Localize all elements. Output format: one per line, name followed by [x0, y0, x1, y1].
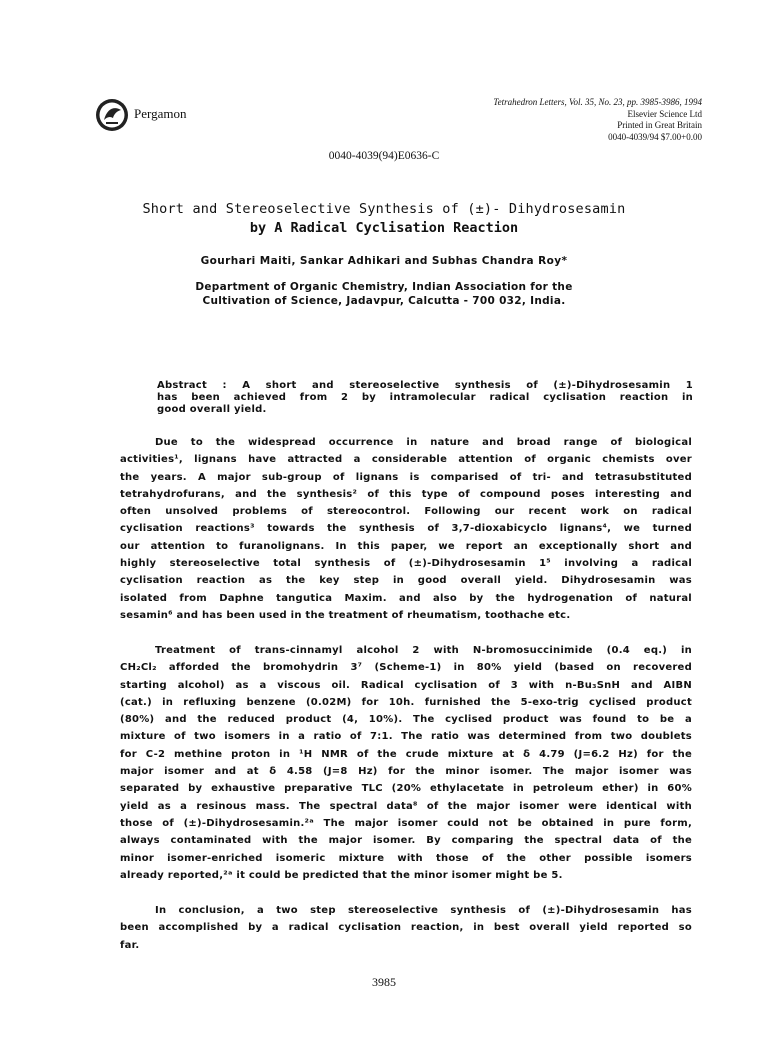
- pergamon-logo: [95, 98, 129, 132]
- journal-info: [493, 97, 702, 143]
- doi: 0040-4039(94)E0636-C: [328, 150, 440, 162]
- abstract-line: has been achieved from 2 by intramolecular radical cyclisation reaction in: [157, 392, 693, 403]
- text-line: far.: [120, 939, 140, 951]
- title-line-2: by A Radical Cyclisation Reaction: [249, 220, 519, 236]
- publisher-name: Pergamon: [134, 106, 187, 121]
- journal-publisher: Elsevier Science Ltd: [627, 108, 702, 119]
- abstract-line: good overall yield.: [157, 404, 267, 415]
- text-line: been accomplished by a radical cyclisation reaction, in best overall yield reported so: [120, 922, 692, 934]
- paper-title: [0, 200, 768, 238]
- journal-citation: Tetrahedron Letters, Vol. 35, No. 23, pp. 3985-3986, 1994: [493, 97, 702, 107]
- text-line: CH₂Cl₂ afforded the bromohydrin 3⁷ (Scheme-1) in 80% yield (based on recovered: [120, 662, 692, 674]
- text-line: highly stereoselective total synthesis of (±)-Dihydrosesamin 1⁵ involving a radical: [120, 558, 692, 570]
- affiliation-line: Department of Organic Chemistry, Indian Association for the: [195, 281, 573, 293]
- text-line: for C-2 methine proton in ¹H NMR of the crude mixture at δ 4.79 (J=6.2 Hz) for the: [120, 748, 692, 760]
- text-line: the years. A major sub-group of lignans is comparised of tri- and tetrasubstituted: [120, 471, 692, 483]
- text-line: isolated from Daphne tangutica Maxim. and also by the hydrogenation of natural: [120, 592, 692, 604]
- text-line: cyclisation reactions³ towards the synthesis of 3,7-dioxabicyclo lignans⁴, we turned: [120, 523, 692, 535]
- text-line: mixture of two isomers in a ratio of 7:1. The ratio was determined from two doublets: [120, 731, 692, 743]
- text-line: major isomer and at δ 4.58 (J=8 Hz) for the minor isomer. The major isomer was: [120, 766, 692, 778]
- text-line: those of (±)-Dihydrosesamin.²ᵃ The major isomer could not be obtained in pure form,: [120, 817, 692, 829]
- text-line: sesamin⁶ and has been used in the treatment of rheumatism, toothache etc.: [120, 609, 571, 621]
- text-line: minor isomer-enriched isomeric mixture with those of the other possible isomers: [120, 852, 692, 864]
- title-line-1: Short and Stereoselective Synthesis of (±)- Dihydrosesamin: [142, 201, 626, 217]
- affiliation-line: Cultivation of Science, Jadavpur, Calcutta - 700 032, India.: [202, 295, 566, 307]
- text-line: In conclusion, a two step stereoselective synthesis of (±)-Dihydrosesamin has: [155, 905, 692, 916]
- text-line: our attention to furanolignans. In this paper, we report an exceptionally short and: [120, 540, 692, 552]
- text-line: cyclisation reaction as the key step in good overall yield. Dihydrosesamin was: [120, 575, 692, 587]
- body-paragraph-2: [120, 642, 692, 884]
- text-line: often unsolved problems of stereocontrol. Following our recent work on radical: [120, 506, 692, 518]
- text-line: starting alcohol) as a viscous oil. Radical cyclisation of 3 with n-Bu₃SnH and AIBN: [120, 679, 692, 691]
- authors: Gourhari Maiti, Sankar Adhikari and Subhas Chandra Roy*: [200, 255, 568, 267]
- text-line: Treatment of trans-cinnamyl alcohol 2 with N-bromosuccinimide (0.4 eq.) in: [155, 645, 692, 656]
- journal-printed: Printed in Great Britain: [617, 120, 702, 130]
- body-paragraph-3: [120, 902, 692, 954]
- text-line: already reported,²ᵃ it could be predicted that the minor isomer might be 5.: [120, 869, 563, 881]
- text-line: tetrahydrofurans, and the synthesis² of this type of compound poses interesting and: [120, 488, 692, 500]
- affiliation: [0, 280, 768, 308]
- abstract-line: Abstract : A short and stereoselective synthesis of (±)-Dihydrosesamin 1: [157, 380, 693, 391]
- text-line: Due to the widespread occurrence in nature and broad range of biological: [155, 437, 692, 448]
- text-line: (cat.) in refluxing benzene (0.02M) for 10h. furnished the 5-exo-trig cyclised product: [120, 696, 692, 708]
- text-line: always contaminated with the major isomer. By comparing the spectral data of the: [120, 835, 692, 847]
- body-paragraph-1: [120, 434, 692, 624]
- text-line: separated by exhaustive preparative TLC (20% ethylacetate in petroleum ether) in 60%: [120, 783, 692, 795]
- text-line: yield as a resinous mass. The spectral data⁸ of the major isomer were identical with: [120, 800, 692, 812]
- journal-code: 0040-4039/94 $7.00+0.00: [608, 131, 702, 142]
- text-line: activities¹, lignans have attracted a considerable attention of organic chemists over: [120, 454, 692, 466]
- abstract: [157, 380, 693, 416]
- text-line: (80%) and the reduced product (4, 10%). The cyclised product was found to be a: [120, 714, 692, 726]
- page-number: 3985: [372, 975, 396, 989]
